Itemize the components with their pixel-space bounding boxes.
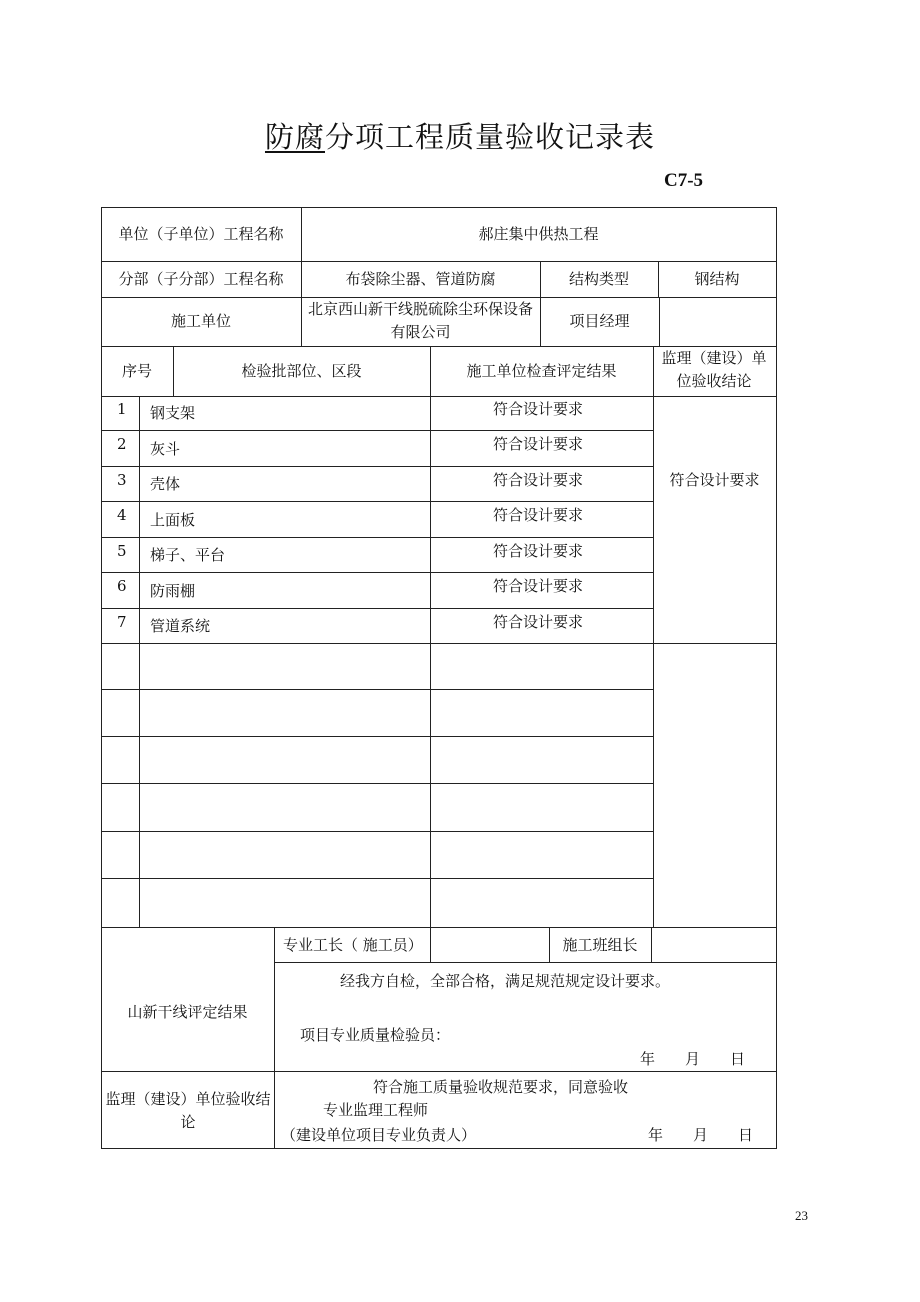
sub-project-label: 分部（子分部）工程名称 (118, 270, 284, 288)
structure-type-value: 钢结构 (694, 270, 740, 288)
inspection-label: 山新干线评定结果 (127, 1003, 248, 1021)
item-result: 符合设计要求 (493, 613, 584, 631)
foreman-label: 专业工长（ 施工员） (283, 936, 423, 954)
owner-label: （建设单位项目专业负责人） (281, 1126, 477, 1144)
item-no: 3 (117, 471, 127, 489)
item-part: 防雨棚 (150, 582, 196, 600)
item-result: 符合设计要求 (493, 400, 584, 418)
supervision-label: 监理（建设）单位验收结论 (105, 1090, 271, 1131)
inspection-date: 年 月 日 (640, 1050, 746, 1068)
structure-type-label: 结构类型 (568, 270, 629, 288)
title-rest: 分项工程质量验收记录表 (325, 120, 656, 154)
item-part: 上面板 (150, 511, 196, 529)
item-part: 灰斗 (150, 440, 181, 458)
col-contractor-result: 施工单位检查评定结果 (466, 362, 617, 380)
col-seq: 序号 (121, 362, 152, 380)
item-part: 管道系统 (150, 617, 211, 635)
title-underlined: 防腐 (264, 120, 325, 154)
item-no: 4 (117, 506, 127, 524)
item-no: 1 (117, 400, 127, 418)
unit-project-label: 单位（子单位）工程名称 (118, 225, 284, 243)
item-result: 符合设计要求 (493, 471, 584, 489)
item-no: 2 (117, 435, 127, 453)
col-supervisor-result: 监理（建设）单位验收结论 (661, 349, 767, 390)
item-no: 5 (117, 542, 127, 560)
manager-label: 项目经理 (569, 312, 630, 330)
supervision-date: 年 月 日 (648, 1126, 754, 1144)
item-result: 符合设计要求 (493, 542, 584, 560)
item-result: 符合设计要求 (493, 577, 584, 595)
item-no: 7 (117, 613, 127, 631)
page-number: 23 (795, 1208, 808, 1223)
supervisor-items-conclusion: 符合设计要求 (669, 471, 760, 489)
item-part: 钢支架 (150, 404, 196, 422)
contractor-label: 施工单位 (170, 312, 231, 330)
col-part: 检验批部位、区段 (241, 362, 362, 380)
item-no: 6 (117, 577, 127, 595)
item-part: 梯子、平台 (150, 546, 226, 564)
item-result: 符合设计要求 (493, 435, 584, 453)
item-part: 壳体 (150, 475, 181, 493)
supervision-statement: 符合施工质量验收规范要求，同意验收 (373, 1078, 629, 1096)
form-code: C7-5 (664, 170, 704, 191)
contractor-value: 北京西山新干线脱硫除尘环保设备有限公司 (307, 300, 533, 341)
page-title (0, 115, 920, 156)
inspection-statement: 经我方自检，全部合格，满足规范规定设计要求。 (340, 972, 671, 990)
inspector-label: 项目专业质量检验员： (300, 1026, 451, 1044)
sub-project-value: 布袋除尘器、管道防腐 (345, 270, 496, 288)
unit-project-value: 郝庄集中供热工程 (478, 225, 599, 243)
team-leader-label: 施工班组长 (562, 936, 638, 954)
item-result: 符合设计要求 (493, 506, 584, 524)
engineer-label: 专业监理工程师 (323, 1101, 429, 1119)
